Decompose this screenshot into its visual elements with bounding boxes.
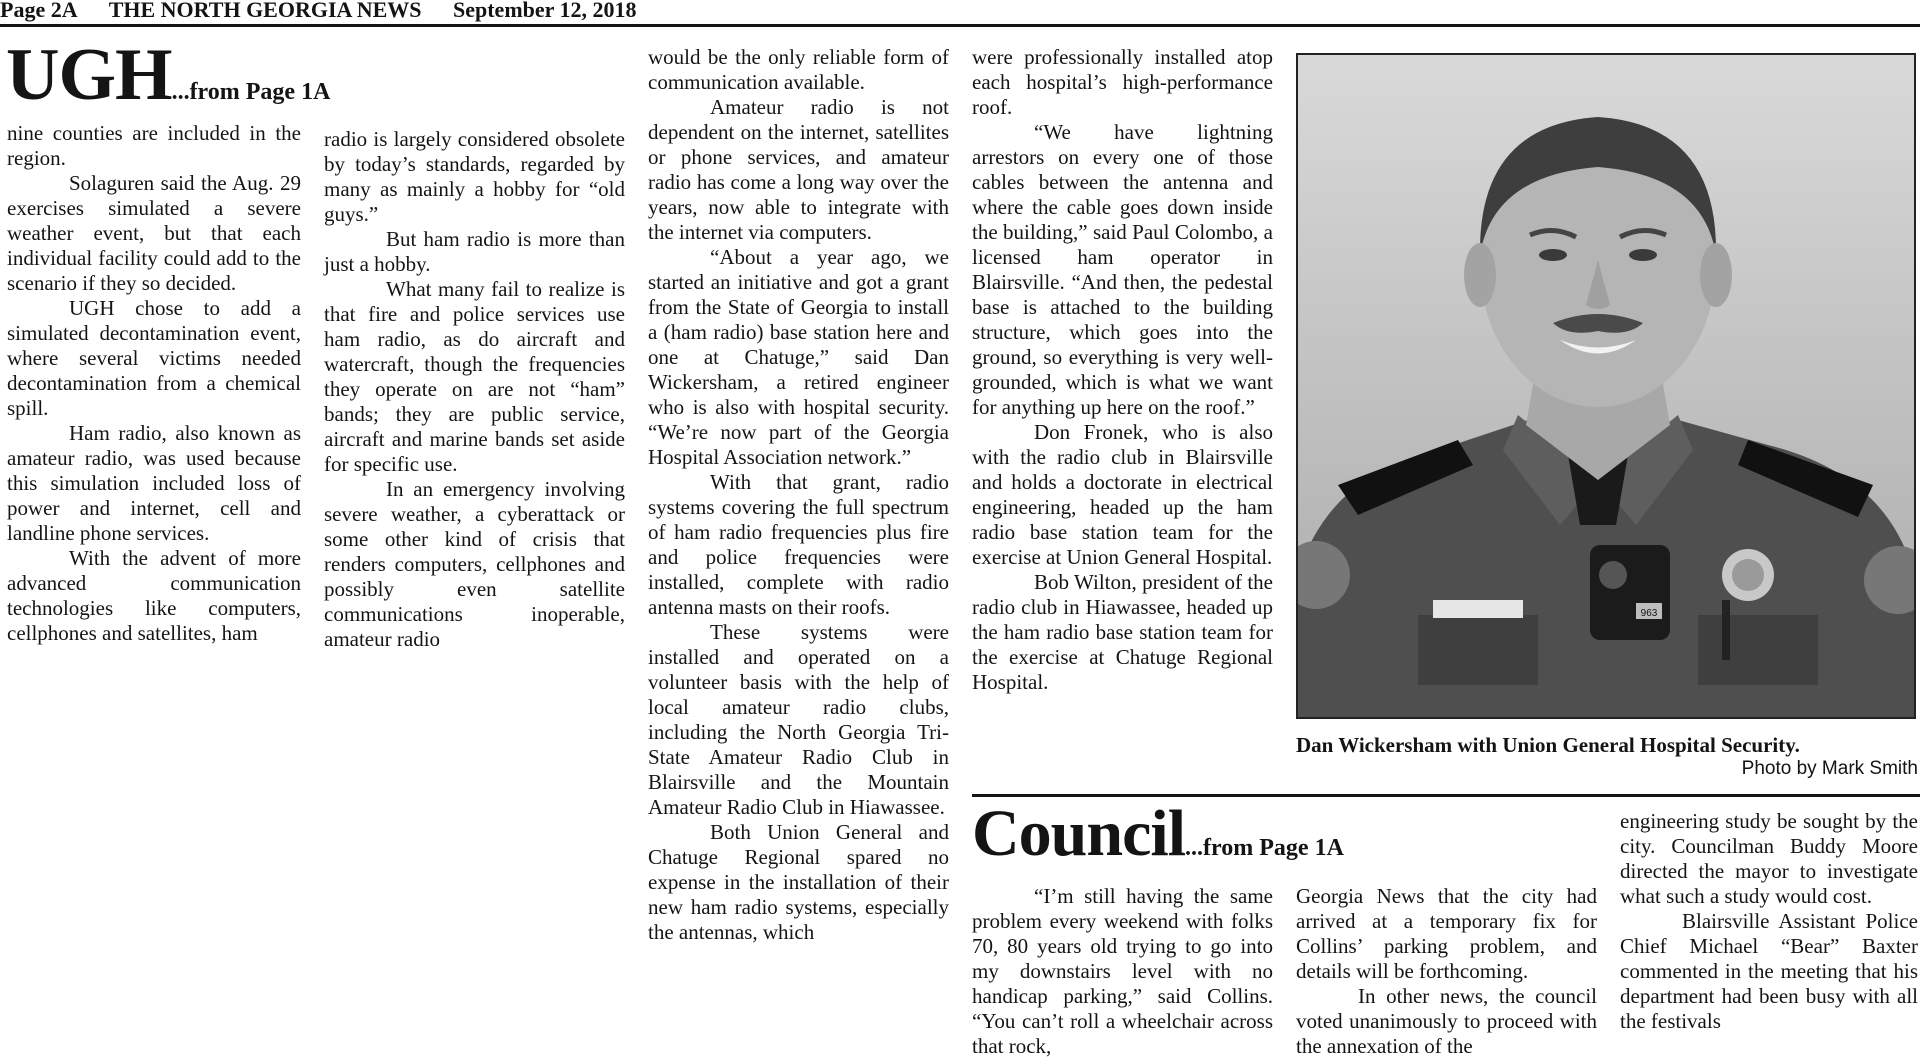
newspaper-name: THE NORTH GEORGIA NEWS (108, 0, 422, 22)
photo-credit: Photo by Mark Smith (1741, 758, 1918, 779)
paragraph: radio is largely considered obsolete by today’s standards, regarded by many as mainly a hobby for “old guys.” (324, 127, 625, 226)
page-number: Page 2A (0, 0, 78, 22)
ugh-column-4 (972, 45, 1273, 695)
council-jump-line: ...from Page 1A (1185, 835, 1344, 861)
paragraph: Blairsville Assistant Police Chief Michael “Bear” Baxter commented in the meeting that his department had been busy with all the festivals (1620, 909, 1918, 1033)
council-column-2 (1296, 884, 1597, 1059)
paragraph: With that grant, radio systems covering the full spectrum of ham radio frequencies plus fire and police frequencies were installed, complete with radio antenna masts on their roofs. (648, 470, 949, 619)
paragraph: In an emergency involving severe weather, a cyberattack or some other kind of crisis that renders computers, cellphones and possibly even satellite communications inoperable, amateur radio (324, 477, 625, 651)
ugh-column-2 (324, 127, 625, 652)
paragraph: But ham radio is more than just a hobby. (324, 227, 625, 276)
ugh-column-3 (648, 45, 949, 945)
ugh-headline (6, 34, 331, 116)
paragraph: UGH chose to add a simulated decontamination event, where several victims needed decontamination from a chemical spill. (7, 296, 301, 420)
page-header (0, 0, 1920, 24)
paragraph: “I’m still having the same problem every weekend with folks 70, 80 years old trying to go into my downstairs level with no handicap parking,” said Collins. “You can’t roll a wheelchair across that rock, (972, 884, 1273, 1058)
paragraph: nine counties are included in the region. (7, 121, 301, 170)
paragraph: What many fail to realize is that fire and police services use ham radio, as do aircraft and watercraft, though the frequencies they operate on are not “ham” bands; they are public service, aircraft and marine bands set aside for specific use. (324, 277, 625, 476)
paragraph: With the advent of more advanced communication technologies like computers, cellphones and satellites, ham (7, 546, 301, 645)
paragraph: Amateur radio is not dependent on the internet, satellites or phone services, and amateur radio has come a long way over the years, now able to integrate with the internet via computers. (648, 95, 949, 244)
paragraph: Georgia News that the city had arrived at a temporary fix for Collins’ parking problem, and details will be forthcoming. (1296, 884, 1597, 983)
paragraph: were professionally installed atop each hospital’s high-performance roof. (972, 45, 1273, 119)
paragraph: Bob Wilton, president of the radio club in Hiawassee, headed up the ham radio base station team for the exercise at Chatuge Regional Hospital. (972, 570, 1273, 694)
news-photo (1296, 53, 1916, 719)
council-column-3 (1620, 809, 1918, 1034)
ugh-jump-line: ...from Page 1A (171, 79, 331, 105)
paragraph: Ham radio, also known as amateur radio, was used because this simulation included loss of power and internet, cell and landline phone services. (7, 421, 301, 545)
council-headline (972, 797, 1344, 870)
photo-caption: Dan Wickersham with Union General Hospital Security. (1296, 733, 1800, 757)
body-camera-number: 963 (1640, 608, 1658, 619)
paragraph: Both Union General and Chatuge Regional spared no expense in the installation of their new ham radio systems, especially the antennas, which (648, 820, 949, 944)
header-rule (0, 24, 1920, 27)
paragraph: In other news, the council voted unanimously to proceed with the annexation of the (1296, 984, 1597, 1058)
paragraph: “About a year ago, we started an initiative and got a grant from the State of Georgia to install a (ham radio) base station here and one at Chatuge,” said Dan Wickersham, a retired engineer who is also with hospital security. “We’re now part of the Georgia Hospital Association network.” (648, 245, 949, 469)
paragraph: would be the only reliable form of communication available. (648, 45, 949, 94)
paragraph: “We have lightning arrestors on every one of those cables between the antenna and where the cable goes down inside the building,” said Paul Colombo, a licensed ham operator in Blairsville. “And then, the pedestal base is attached to the building structure, which goes into the ground, so everything is very well-grounded, which is what we want for anything up here on the roof.” (972, 120, 1273, 419)
issue-date: September 12, 2018 (453, 0, 637, 22)
paragraph: engineering study be sought by the city. Councilman Buddy Moore directed the mayor to investigate what such a study would cost. (1620, 809, 1918, 908)
paragraph: Don Fronek, who is also with the radio club in Blairsville and holds a doctorate in electrical engineering, headed up the ham radio base station team for the exercise at Union General Hospital. (972, 420, 1273, 569)
ugh-title: UGH (6, 34, 172, 116)
officer-portrait-illustration (1298, 55, 1914, 717)
paragraph: Solaguren said the Aug. 29 exercises simulated a severe weather event, but that each individual facility could add to the scenario if they so decided. (7, 171, 301, 295)
paragraph: These systems were installed and operated on a volunteer basis with the help of local amateur radio clubs, including the North Georgia Tri-State Amateur Radio Club in Blairsville and the Mountain Amateur Radio Club in Hiawassee. (648, 620, 949, 819)
ugh-column-1 (7, 121, 301, 646)
council-title: Council (972, 797, 1186, 870)
council-column-1 (972, 884, 1273, 1059)
